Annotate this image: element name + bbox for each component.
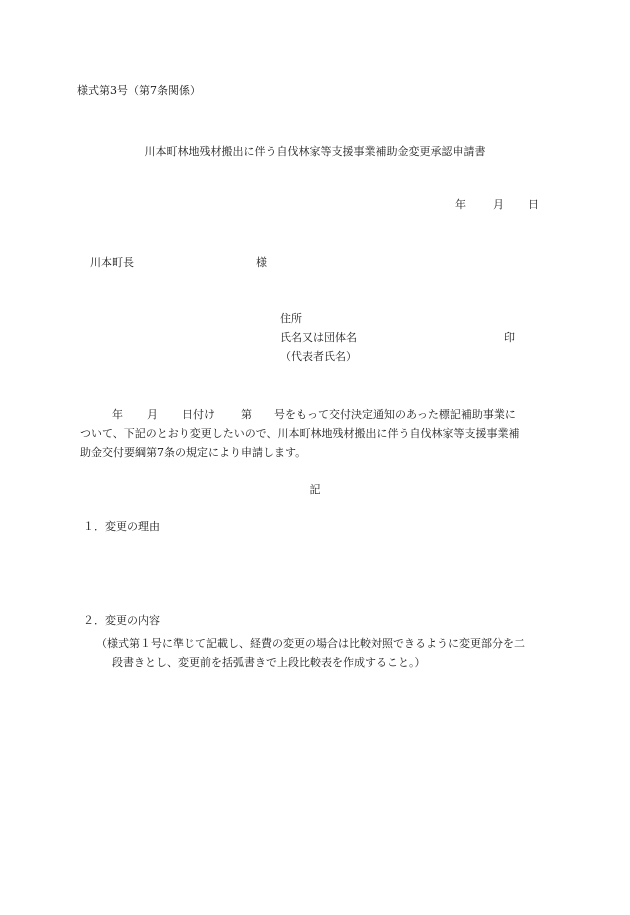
section-content-note — [96, 634, 556, 672]
body-line-2: ついて、下記のとおり変更したいので、川本町林地残材搬出に伴う自伐林家等支援事業補 — [80, 427, 520, 440]
applicant-address-label: 住所 — [280, 312, 302, 325]
section-content-heading: ２．変更の内容 — [83, 614, 160, 627]
body-line-1 — [80, 405, 554, 424]
date-year-label: 年 — [455, 198, 466, 211]
body-line-3: 助金交付要綱第7条の規定により申請します。 — [80, 446, 307, 459]
addressee-honorific: 様 — [256, 256, 267, 269]
seal-mark: 印 — [504, 331, 515, 344]
body-line-1-rest: 号をもって交付決定通知のあった標記補助事業に — [274, 408, 516, 421]
document-title: 川本町林地残材搬出に伴う自伐林家等支援事業補助金変更承認申請書 — [144, 145, 486, 158]
representative-label: （代表者氏名） — [280, 350, 357, 363]
date-month-label: 月 — [493, 198, 504, 211]
body-number-prefix: 第 — [241, 408, 252, 421]
date-day-label: 日 — [528, 198, 539, 211]
note-line-1: （様式第１号に準じて記載し、経費の変更の場合は比較対照できるように変更部分を二 — [96, 637, 525, 650]
body-year: 年 — [112, 408, 123, 421]
note-line-2: 段書きとし、変更前を括弧書きで上段比較表を作成すること。） — [112, 656, 426, 669]
ki-heading: 記 — [309, 483, 321, 496]
application-body — [80, 405, 554, 462]
form-number: 様式第3号（第7条関係） — [77, 84, 201, 97]
applicant-name-label: 氏名又は団体名 — [280, 331, 357, 344]
body-dated: 日付け — [182, 408, 215, 421]
body-month: 月 — [147, 408, 158, 421]
addressee-name: 川本町長 — [90, 256, 134, 269]
section-reason-heading: １．変更の理由 — [83, 520, 160, 533]
